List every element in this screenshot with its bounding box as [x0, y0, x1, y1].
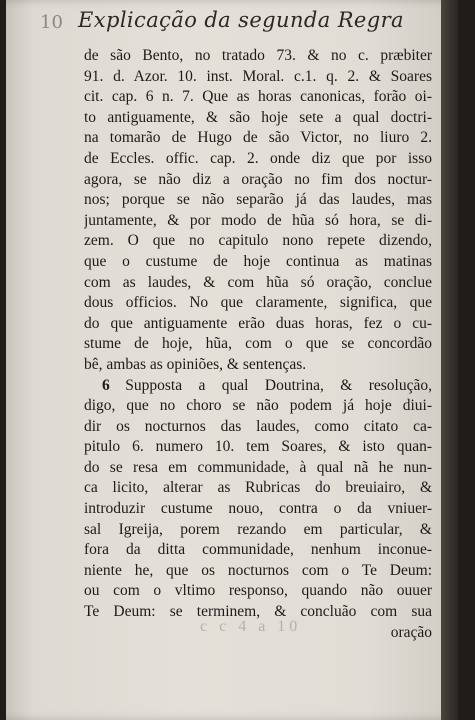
text-line: que o custume de hoje continua as matinas	[84, 252, 432, 270]
paragraph-2	[84, 376, 432, 623]
text-line: sal Igreija, porem rezando em particular, &	[84, 520, 432, 538]
bleed-through-text: c c 4 a 10	[200, 618, 302, 635]
text-line: juntamente, & por modo de hũa só hora, se di-	[84, 211, 432, 229]
body-text	[84, 46, 432, 643]
text-line: pitulo 6. numero 10. tem Soares, & isto quan-	[84, 438, 432, 456]
text-line: de são Bento, no tratado 73. & no c. præbiter	[84, 47, 432, 64]
text-line-content: Supposta a qual Doutrina, & resolução,	[125, 376, 432, 394]
text-line	[84, 376, 432, 397]
page-number: 10	[40, 12, 63, 33]
text-line: dous officios. No que claramente, significa, que	[84, 294, 432, 312]
text-line: do que antiguamente erão duas horas, fez o cu-	[84, 314, 432, 332]
text-line: nos; porque se não separão já das laudes, mas	[84, 191, 432, 209]
text-line: do se resa em communidade, à qual nã he nun-	[84, 458, 432, 476]
text-line: 91. d. Azor. 10. inst. Moral. c.1. q. 2. & Soares	[84, 67, 432, 85]
text-line: stume de hoje, hũa, com o que se concordão	[84, 335, 432, 353]
paragraph-1	[84, 46, 432, 376]
running-header: Explicação da segunda Regra	[78, 8, 404, 32]
text-line: niente he, que os nocturnos com o Te Deum:	[84, 561, 432, 579]
text-line: ca licito, alterar as Rubricas do breuiairo, &	[84, 479, 432, 497]
catchword: oração	[390, 623, 432, 641]
text-line: fora da ditta communidade, nenhum inconue-	[84, 541, 432, 559]
page-gutter-edge	[441, 0, 458, 720]
text-line: com as laudes, & com hũa só oração, conclue	[84, 273, 432, 291]
text-line: bê, ambas as opiniões, & sentenças.	[84, 355, 307, 373]
text-line: Te Deum: se terminem, & concluão com sua	[84, 603, 432, 621]
text-line: ou com o vltimo responso, quando não ouuer	[84, 582, 432, 600]
text-line: agora, se não diz a oração no fim dos noctur-	[84, 170, 432, 188]
section-number: 6	[102, 376, 110, 394]
text-line: na tomarão de Hugo de são Victor, no liuro 2.	[84, 129, 432, 147]
text-line: cit. cap. 6 n. 7. Que as horas canonicas, forão oi-	[84, 88, 432, 106]
text-line: digo, que no choro se não podem já hoje diui-	[84, 397, 432, 415]
text-line: de Eccles. offic. cap. 2. onde diz que por isso	[84, 149, 432, 167]
text-line: to antiguamente, & são hoje sete a qual doctri-	[84, 108, 432, 126]
text-line: zem. O que no capitulo nono repete dizendo,	[84, 232, 432, 250]
text-line: introduzir custume nouo, contra o da vniuer-	[84, 500, 432, 518]
text-line: dir os nocturnos das laudes, como citato ca-	[84, 417, 432, 435]
